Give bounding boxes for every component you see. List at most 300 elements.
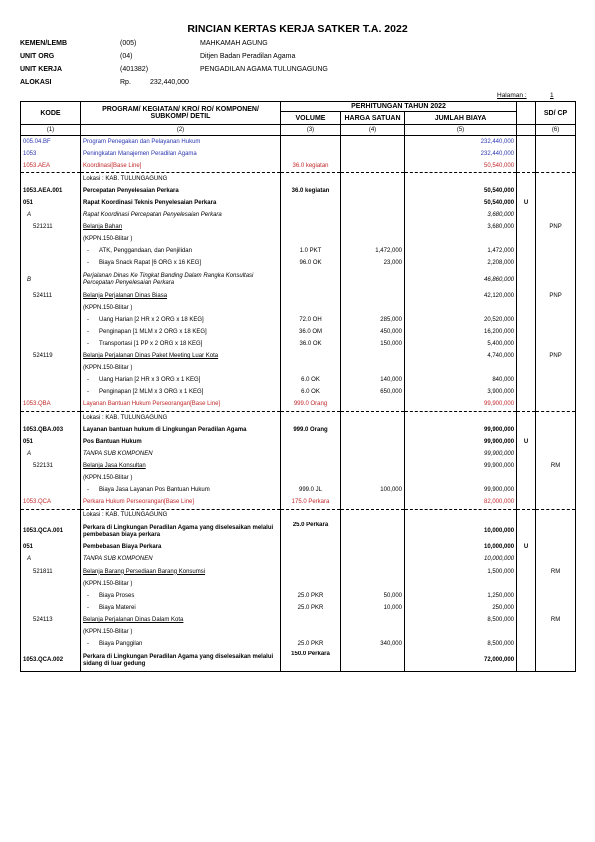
- cell-sdcp: [536, 399, 576, 412]
- cell-sdcp: [536, 472, 576, 484]
- cell-u: [517, 460, 536, 472]
- cell-jumlah: 99,900,000: [405, 460, 517, 472]
- cell-jumlah: [405, 411, 517, 424]
- cell-jumlah: 50,540,000: [405, 185, 517, 197]
- cell-sdcp: [536, 160, 576, 173]
- cell-harga: 50,000: [341, 590, 405, 602]
- cell-jumlah: 250,000: [405, 602, 517, 614]
- cell-harga: [341, 509, 405, 522]
- header-num: (1): [21, 125, 81, 136]
- cell-sdcp: [536, 651, 576, 672]
- cell-sdcp: [536, 234, 576, 246]
- cell-kode: 521811: [21, 566, 81, 578]
- cell-jumlah: 50,540,000: [405, 197, 517, 209]
- cell-volume: [281, 460, 341, 472]
- cell-harga: 1,472,000: [341, 246, 405, 258]
- cell-sdcp: PNP: [536, 351, 576, 363]
- cell-harga: [341, 472, 405, 484]
- cell-u: [517, 448, 536, 460]
- cell-volume: 150.0 Perkara: [281, 651, 341, 672]
- cell-jumlah: 8,500,000: [405, 614, 517, 626]
- cell-sdcp: RM: [536, 460, 576, 472]
- cell-kode: [21, 173, 81, 186]
- cell-harga: [341, 651, 405, 672]
- cell-u: [517, 485, 536, 497]
- cell-u: [517, 566, 536, 578]
- table-row: [21, 497, 576, 510]
- cell-volume: [281, 351, 341, 363]
- cell-volume: [281, 509, 341, 522]
- cell-u: [517, 351, 536, 363]
- cell-volume: 999.0 JL: [281, 485, 341, 497]
- cell-jumlah: 8,500,000: [405, 639, 517, 651]
- cell-volume: [281, 626, 341, 638]
- cell-kode: B: [21, 270, 81, 290]
- cell-volume: 1.0 PKT: [281, 246, 341, 258]
- cell-desc: TANPA SUB KOMPONEN: [81, 448, 281, 460]
- cell-kode: 522131: [21, 460, 81, 472]
- cell-kode: [21, 363, 81, 375]
- cell-volume: 72.0 OH: [281, 314, 341, 326]
- table-row: [21, 436, 576, 448]
- header-sdcp: SD/ CP: [536, 102, 576, 125]
- cell-desc: Peningkatan Manajemen Peradilan Agama: [81, 148, 281, 160]
- cell-kode: [21, 234, 81, 246]
- cell-sdcp: [536, 554, 576, 566]
- cell-volume: 6.0 OK: [281, 387, 341, 399]
- table-row: [21, 387, 576, 399]
- cell-kode: [21, 509, 81, 522]
- cell-desc: (KPPN.150-Blitar ): [81, 472, 281, 484]
- cell-desc: Rapat Koordinasi Teknis Penyelesaian Perkara: [81, 197, 281, 209]
- cell-kode: 1053.QBA: [21, 399, 81, 412]
- cell-u: [517, 160, 536, 173]
- cell-volume: 25.0 Perkara: [281, 522, 341, 542]
- table-row: [21, 399, 576, 412]
- cell-sdcp: [536, 509, 576, 522]
- cell-jumlah: 99,900,000: [405, 436, 517, 448]
- cell-harga: [341, 436, 405, 448]
- cell-volume: [281, 197, 341, 209]
- cell-jumlah: 1,250,000: [405, 590, 517, 602]
- cell-kode: [21, 326, 81, 338]
- cell-harga: [341, 566, 405, 578]
- cell-desc: Koordinasi[Base Line]: [81, 160, 281, 173]
- cell-sdcp: [536, 375, 576, 387]
- cell-sdcp: [536, 602, 576, 614]
- meta-code: (04): [120, 53, 133, 60]
- meta-label: UNIT ORG: [20, 53, 55, 60]
- cell-u: [517, 590, 536, 602]
- cell-kode: 051: [21, 436, 81, 448]
- cell-desc: - Biaya Materei: [81, 602, 281, 614]
- cell-sdcp: [536, 314, 576, 326]
- cell-kode: 1053.QCA: [21, 497, 81, 510]
- table-row: [21, 485, 576, 497]
- cell-desc: Layanan Bantuan Hukum Perseorangan[Base Line]: [81, 399, 281, 412]
- cell-desc: Percepatan Penyelesaian Perkara: [81, 185, 281, 197]
- cell-desc: (KPPN.150-Blitar ): [81, 626, 281, 638]
- cell-jumlah: 99,900,000: [405, 485, 517, 497]
- item-desc: Transportasi [1 PP x 2 ORG x 18 KEG]: [99, 340, 203, 347]
- cell-desc: Program Penegakan dan Pelayanan Hukum: [81, 136, 281, 149]
- cell-sdcp: PNP: [536, 290, 576, 302]
- cell-u: [517, 148, 536, 160]
- cell-harga: [341, 234, 405, 246]
- cell-desc: Belanja Perjalanan Dinas Biasa: [81, 290, 281, 302]
- cell-harga: [341, 185, 405, 197]
- cell-kode: [21, 314, 81, 326]
- table-row: [21, 614, 576, 626]
- cell-desc: (KPPN.150-Blitar ): [81, 302, 281, 314]
- table-row: [21, 590, 576, 602]
- cell-harga: [341, 424, 405, 436]
- cell-kode: 524111: [21, 290, 81, 302]
- cell-desc: - Uang Harian [2 HR x 3 ORG x 1 KEG]: [81, 375, 281, 387]
- table-row: [21, 338, 576, 350]
- cell-desc: Belanja Jasa Konsultan: [81, 460, 281, 472]
- cell-volume: [281, 363, 341, 375]
- cell-kode: 1053: [21, 148, 81, 160]
- cell-u: U: [517, 436, 536, 448]
- meta-label: ALOKASI: [20, 79, 52, 86]
- cell-u: [517, 578, 536, 590]
- cell-u: [517, 472, 536, 484]
- table-row: [21, 651, 576, 672]
- cell-harga: [341, 210, 405, 222]
- cell-harga: [341, 554, 405, 566]
- table-row: [21, 160, 576, 173]
- cell-desc: Perkara di Lingkungan Peradilan Agama yang diselesaikan melalui pembebasan biaya perkara: [81, 522, 281, 542]
- cell-desc: - Biaya Snack Rapat [6 ORG x 16 KEG]: [81, 258, 281, 270]
- cell-harga: [341, 270, 405, 290]
- cell-sdcp: [536, 542, 576, 554]
- meta-code: (401382): [120, 66, 149, 73]
- cell-u: U: [517, 542, 536, 554]
- item-desc: Biaya Jasa Layanan Pos Bantuan Hukum: [99, 487, 210, 494]
- header-kode: KODE: [21, 102, 81, 125]
- cell-jumlah: 1,500,000: [405, 566, 517, 578]
- cell-u: [517, 509, 536, 522]
- cell-desc: Lokasi : KAB. TULUNGAGUNG: [81, 411, 281, 424]
- cell-jumlah: [405, 173, 517, 186]
- table-row: [21, 185, 576, 197]
- meta-value: PENGADILAN AGAMA TULUNGAGUNG: [200, 66, 328, 73]
- cell-sdcp: [536, 173, 576, 186]
- cell-kode: A: [21, 448, 81, 460]
- cell-u: [517, 338, 536, 350]
- table-row: [21, 542, 576, 554]
- cell-jumlah: 16,200,000: [405, 326, 517, 338]
- cell-jumlah: [405, 363, 517, 375]
- cell-jumlah: 42,120,000: [405, 290, 517, 302]
- cell-jumlah: 50,540,000: [405, 160, 517, 173]
- cell-jumlah: 5,400,000: [405, 338, 517, 350]
- cell-harga: [341, 522, 405, 542]
- cell-volume: 96.0 OK: [281, 258, 341, 270]
- cell-u: [517, 326, 536, 338]
- header-num: (4): [341, 125, 405, 136]
- cell-u: [517, 185, 536, 197]
- cell-desc: - ATK, Penggandaan, dan Penjilidan: [81, 246, 281, 258]
- cell-u: [517, 522, 536, 542]
- cell-harga: 10,000: [341, 602, 405, 614]
- cell-desc: Belanja Bahan: [81, 222, 281, 234]
- cell-volume: [281, 270, 341, 290]
- cell-desc: Belanja Perjalanan Dinas Paket Meeting Luar Kota: [81, 351, 281, 363]
- cell-sdcp: PNP: [536, 222, 576, 234]
- cell-sdcp: [536, 210, 576, 222]
- cell-volume: 25.0 PKR: [281, 590, 341, 602]
- header-jumlah: JUMLAH BIAYA: [405, 112, 517, 125]
- cell-kode: 1053.AEA.001: [21, 185, 81, 197]
- cell-harga: [341, 363, 405, 375]
- cell-desc: - Uang Harian [2 HR x 2 ORG x 18 KEG]: [81, 314, 281, 326]
- cell-kode: [21, 578, 81, 590]
- table-row: [21, 554, 576, 566]
- cell-desc: Belanja Perjalanan Dinas Dalam Kota: [81, 614, 281, 626]
- cell-jumlah: 20,520,000: [405, 314, 517, 326]
- table-row: [21, 246, 576, 258]
- cell-volume: [281, 302, 341, 314]
- cell-volume: [281, 614, 341, 626]
- cell-desc: (KPPN.150-Blitar ): [81, 363, 281, 375]
- cell-u: U: [517, 197, 536, 209]
- cell-u: [517, 497, 536, 510]
- cell-desc: - Transportasi [1 PP x 2 ORG x 18 KEG]: [81, 338, 281, 350]
- cell-volume: 175.0 Perkara: [281, 497, 341, 510]
- cell-sdcp: [536, 436, 576, 448]
- meta-value: 232,440,000: [150, 79, 189, 86]
- cell-volume: [281, 290, 341, 302]
- cell-jumlah: 72,000,000: [405, 651, 517, 672]
- cell-desc: (KPPN.150-Blitar ): [81, 578, 281, 590]
- cell-jumlah: [405, 626, 517, 638]
- cell-desc: Pos Bantuan Hukum: [81, 436, 281, 448]
- table-row: [21, 234, 576, 246]
- cell-u: [517, 270, 536, 290]
- table-row: [21, 566, 576, 578]
- cell-u: [517, 387, 536, 399]
- cell-sdcp: [536, 448, 576, 460]
- table-row: [21, 639, 576, 651]
- table-row: [21, 424, 576, 436]
- table-row: [21, 472, 576, 484]
- header-perhitungan: PERHITUNGAN TAHUN 2022: [281, 102, 517, 112]
- cell-volume: 25.0 PKR: [281, 639, 341, 651]
- cell-harga: [341, 136, 405, 149]
- table-row: [21, 326, 576, 338]
- cell-volume: [281, 436, 341, 448]
- table-row: [21, 222, 576, 234]
- cell-sdcp: [536, 590, 576, 602]
- cell-jumlah: 10,000,000: [405, 542, 517, 554]
- cell-kode: 521211: [21, 222, 81, 234]
- cell-kode: 1053.QCA.002: [21, 651, 81, 672]
- cell-harga: 140,000: [341, 375, 405, 387]
- cell-volume: [281, 578, 341, 590]
- table-row: [21, 448, 576, 460]
- cell-volume: 36.0 kegiatan: [281, 185, 341, 197]
- cell-kode: [21, 639, 81, 651]
- cell-sdcp: [536, 485, 576, 497]
- cell-jumlah: 4,740,000: [405, 351, 517, 363]
- cell-kode: 005.04.BF: [21, 136, 81, 149]
- table-row: [21, 363, 576, 375]
- cell-jumlah: 99,900,000: [405, 448, 517, 460]
- cell-u: [517, 554, 536, 566]
- item-desc: Biaya Materei: [99, 604, 136, 611]
- cell-desc: Belanja Barang Persediaan Barang Konsumsi: [81, 566, 281, 578]
- cell-kode: [21, 472, 81, 484]
- table-row: [21, 602, 576, 614]
- cell-sdcp: [536, 270, 576, 290]
- table-row: [21, 375, 576, 387]
- cell-sdcp: [536, 626, 576, 638]
- cell-u: [517, 258, 536, 270]
- table-row: [21, 522, 576, 542]
- cell-kode: [21, 485, 81, 497]
- cell-desc: Pembebasan Biaya Perkara: [81, 542, 281, 554]
- cell-desc: - Biaya Jasa Layanan Pos Bantuan Hukum: [81, 485, 281, 497]
- cell-volume: [281, 136, 341, 149]
- item-desc: Biaya Proses: [99, 592, 135, 599]
- table-row: [21, 136, 576, 149]
- cell-kode: 1053.AEA: [21, 160, 81, 173]
- cell-harga: [341, 578, 405, 590]
- cell-harga: [341, 302, 405, 314]
- cell-harga: [341, 411, 405, 424]
- cell-sdcp: [536, 522, 576, 542]
- cell-u: [517, 302, 536, 314]
- cell-volume: 999.0 Orang: [281, 424, 341, 436]
- cell-volume: 6.0 OK: [281, 375, 341, 387]
- cell-u: [517, 222, 536, 234]
- budget-table: [20, 101, 576, 672]
- cell-harga: [341, 160, 405, 173]
- cell-jumlah: 3,680,000: [405, 210, 517, 222]
- item-desc: Biaya Panggilan: [99, 641, 143, 648]
- item-desc: Biaya Snack Rapat [6 ORG x 16 KEG]: [99, 260, 202, 267]
- cell-desc: - Penginapan [2 MLM x 3 ORG x 1 KEG]: [81, 387, 281, 399]
- cell-kode: 524113: [21, 614, 81, 626]
- cell-harga: [341, 290, 405, 302]
- cell-volume: 25.0 PKR: [281, 602, 341, 614]
- cell-harga: [341, 542, 405, 554]
- table-row: [21, 411, 576, 424]
- page-number: 1: [550, 92, 554, 99]
- cell-u: [517, 651, 536, 672]
- cell-sdcp: [536, 136, 576, 149]
- item-desc: Penginapan [1 MLM x 2 ORG x 18 KEG]: [99, 328, 207, 335]
- cell-volume: [281, 448, 341, 460]
- cell-desc: Layanan bantuan hukum di Lingkungan Peradilan Agama: [81, 424, 281, 436]
- report-title: RINCIAN KERTAS KERJA SATKER T.A. 2022: [187, 23, 408, 35]
- header-harga: HARGA SATUAN: [341, 112, 405, 125]
- cell-kode: [21, 338, 81, 350]
- cell-sdcp: RM: [536, 566, 576, 578]
- meta-code: Rp.: [120, 79, 131, 86]
- cell-u: [517, 626, 536, 638]
- table-row: [21, 460, 576, 472]
- cell-kode: [21, 302, 81, 314]
- cell-kode: [21, 387, 81, 399]
- cell-kode: A: [21, 210, 81, 222]
- cell-kode: [21, 375, 81, 387]
- cell-harga: [341, 173, 405, 186]
- table-row: [21, 578, 576, 590]
- cell-u: [517, 639, 536, 651]
- table-row: [21, 210, 576, 222]
- cell-harga: [341, 626, 405, 638]
- cell-harga: [341, 460, 405, 472]
- cell-jumlah: 99,900,000: [405, 399, 517, 412]
- cell-harga: [341, 197, 405, 209]
- cell-kode: 1053.QCA.001: [21, 522, 81, 542]
- header-num: (3): [281, 125, 341, 136]
- header-program: PROGRAM/ KEGIATAN/ KRO/ RO/ KOMPONEN/ SUBKOMP/ DETIL: [81, 102, 281, 125]
- cell-jumlah: 2,208,000: [405, 258, 517, 270]
- cell-jumlah: [405, 302, 517, 314]
- cell-harga: [341, 497, 405, 510]
- cell-u: [517, 375, 536, 387]
- cell-jumlah: 46,860,000: [405, 270, 517, 290]
- cell-desc: - Penginapan [1 MLM x 2 ORG x 18 KEG]: [81, 326, 281, 338]
- table-row: [21, 258, 576, 270]
- cell-jumlah: [405, 578, 517, 590]
- cell-desc: Lokasi : KAB. TULUNGAGUNG: [81, 173, 281, 186]
- cell-volume: 36.0 kegiatan: [281, 160, 341, 173]
- cell-kode: A: [21, 554, 81, 566]
- cell-jumlah: 840,000: [405, 375, 517, 387]
- cell-volume: [281, 210, 341, 222]
- cell-u: [517, 173, 536, 186]
- cell-sdcp: [536, 185, 576, 197]
- cell-kode: [21, 258, 81, 270]
- cell-volume: 999.0 Orang: [281, 399, 341, 412]
- cell-jumlah: 3,900,000: [405, 387, 517, 399]
- cell-volume: [281, 222, 341, 234]
- meta-code: (005): [120, 40, 137, 47]
- header-num: (6): [536, 125, 576, 136]
- cell-jumlah: 10,000,000: [405, 522, 517, 542]
- cell-u: [517, 136, 536, 149]
- table-row: [21, 270, 576, 290]
- cell-jumlah: 232,440,000: [405, 148, 517, 160]
- cell-sdcp: [536, 326, 576, 338]
- cell-sdcp: [536, 302, 576, 314]
- cell-harga: [341, 448, 405, 460]
- cell-jumlah: [405, 509, 517, 522]
- cell-harga: 150,000: [341, 338, 405, 350]
- cell-jumlah: 82,000,000: [405, 497, 517, 510]
- cell-u: [517, 614, 536, 626]
- cell-volume: [281, 472, 341, 484]
- table-row: [21, 302, 576, 314]
- cell-kode: [21, 626, 81, 638]
- cell-harga: 340,000: [341, 639, 405, 651]
- table-row: [21, 351, 576, 363]
- cell-u: [517, 210, 536, 222]
- cell-desc: Perkara di Lingkungan Peradilan Agama yang diselesaikan melalui sidang di luar gedung: [81, 651, 281, 672]
- cell-sdcp: [536, 411, 576, 424]
- table-row: [21, 173, 576, 186]
- cell-kode: [21, 246, 81, 258]
- cell-sdcp: [536, 497, 576, 510]
- cell-harga: 100,000: [341, 485, 405, 497]
- meta-value: MAHKAMAH AGUNG: [200, 40, 268, 47]
- cell-sdcp: [536, 246, 576, 258]
